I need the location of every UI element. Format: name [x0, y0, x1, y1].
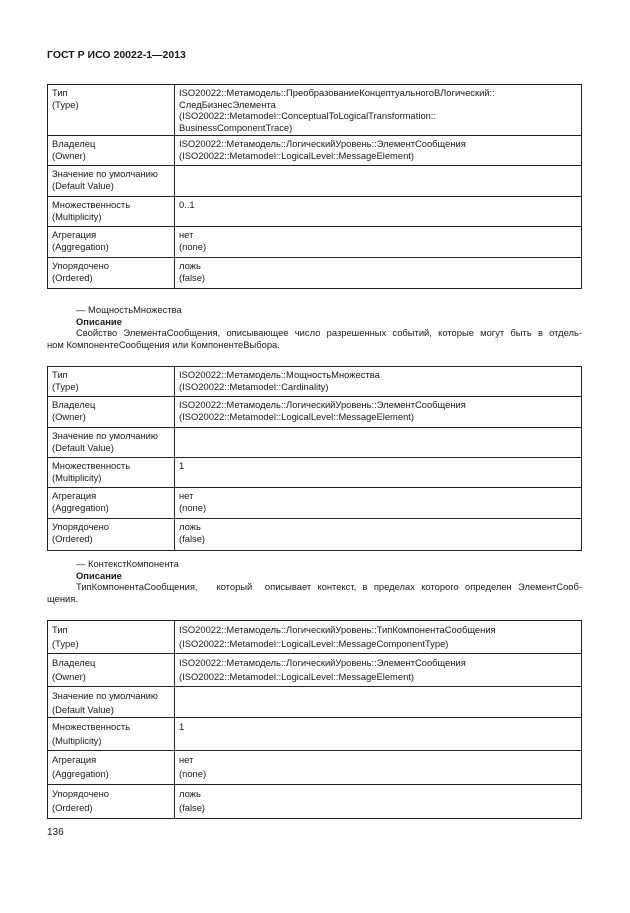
property-value: ложь: [179, 521, 201, 532]
table-row: [48, 621, 582, 654]
property-name-cell: [48, 166, 175, 197]
document-header: ГОСТ Р ИСО 20022-1—2013: [47, 49, 186, 61]
property-name: Тип: [52, 369, 68, 380]
table-row: [48, 397, 582, 428]
property-name: (Ordered): [52, 271, 93, 283]
property-value-cell: [175, 718, 582, 751]
property-name-cell: [48, 136, 175, 166]
property-name: (Ordered): [52, 532, 93, 544]
property-name: Значение по умолчанию: [52, 430, 158, 441]
property-name: Тип: [52, 87, 68, 98]
property-value: BusinessComponentTrace): [179, 121, 293, 133]
property-value: 1: [179, 721, 185, 732]
property-name: Упорядочено: [52, 788, 109, 799]
table-row: [48, 718, 582, 751]
section-text: щения.: [47, 592, 78, 604]
property-name: Множественность: [52, 721, 131, 732]
property-value-cell: [175, 258, 582, 289]
table-row: [48, 488, 582, 519]
property-value-cell: [175, 367, 582, 397]
property-value: (false): [179, 532, 206, 544]
section-component-context: [47, 558, 582, 604]
property-name-cell: [48, 687, 175, 718]
property-value-cell: [175, 458, 582, 488]
property-value: (ISO20022::Metamodel::LogicalLevel::MessageElement): [179, 410, 415, 422]
property-value: (false): [179, 801, 206, 813]
property-name: Множественность: [52, 460, 131, 471]
property-value: (ISO20022::Metamodel::Cardinality): [179, 380, 329, 392]
property-value: ISO20022::Метамодель::ЛогическийУровень::ЭлементСообщения: [179, 399, 466, 410]
property-name-cell: [48, 654, 175, 687]
property-name: (Multiplicity): [52, 734, 102, 746]
property-value: ISO20022::Метамодель::МощностьМножества: [179, 369, 380, 380]
property-name: (Default Value): [52, 179, 114, 191]
table-row: [48, 367, 582, 397]
property-name-cell: [48, 519, 175, 551]
property-value: ложь: [179, 788, 201, 799]
property-value-cell: [175, 85, 582, 136]
section-heading: Описание: [76, 315, 122, 327]
properties-table: [47, 366, 582, 551]
properties-table: [47, 620, 582, 819]
table-row: [48, 519, 582, 551]
table-row: [48, 166, 582, 197]
property-name-cell: [48, 258, 175, 289]
property-name-cell: [48, 367, 175, 397]
table-row: [48, 751, 582, 785]
property-value: 0..1: [179, 199, 195, 210]
table-row: [48, 227, 582, 258]
section-item: — МощностьМножества: [76, 304, 182, 315]
property-name: Агрегация: [52, 229, 97, 240]
property-value: (ISO20022::Metamodel::ConceptualToLogicalTransformation::: [179, 110, 437, 122]
property-name-cell: [48, 751, 175, 785]
property-name-cell: [48, 197, 175, 227]
property-name-cell: [48, 718, 175, 751]
property-name: (Default Value): [52, 703, 114, 715]
property-name: Агрегация: [52, 490, 97, 501]
table-row: [48, 785, 582, 819]
property-name-cell: [48, 458, 175, 488]
property-value: ложь: [179, 260, 201, 271]
property-name: Множественность: [52, 199, 131, 210]
property-name: (Default Value): [52, 441, 114, 453]
property-value: нет: [179, 490, 194, 501]
property-value: нет: [179, 229, 194, 240]
property-name: (Owner): [52, 410, 86, 422]
property-name: (Aggregation): [52, 240, 109, 252]
property-value: (ISO20022::Metamodel::LogicalLevel::MessageElement): [179, 149, 415, 161]
property-value: 1: [179, 460, 185, 471]
property-name: Значение по умолчанию: [52, 168, 158, 179]
property-value-cell: [175, 166, 582, 197]
property-name: (Ordered): [52, 801, 93, 813]
property-value-cell: [175, 136, 582, 166]
property-value-cell: [175, 621, 582, 654]
properties-table: [47, 84, 582, 289]
property-name: (Aggregation): [52, 501, 109, 513]
property-value: (none): [179, 767, 207, 779]
property-name-cell: [48, 488, 175, 519]
property-value: ISO20022::Метамодель::ЛогическийУровень::ТипКомпонентаСообщения: [179, 624, 496, 635]
property-name-cell: [48, 227, 175, 258]
property-value-cell: [175, 428, 582, 458]
property-value-cell: [175, 687, 582, 718]
table-row: [48, 258, 582, 289]
property-name-cell: [48, 785, 175, 819]
property-name: (Aggregation): [52, 767, 109, 779]
section-text: ТипКомпонентаСообщения, который описывает контекст, в пределах которого определен ЭлементСооб-: [76, 581, 582, 593]
property-value: (ISO20022::Metamodel::LogicalLevel::MessageComponentType): [179, 637, 449, 649]
property-value: нет: [179, 754, 194, 765]
property-name: Тип: [52, 624, 68, 635]
property-value: (ISO20022::Metamodel::LogicalLevel::MessageElement): [179, 670, 415, 682]
table-row: [48, 85, 582, 136]
property-name: Владелец: [52, 138, 96, 149]
property-value-cell: [175, 227, 582, 258]
property-value-cell: [175, 519, 582, 551]
property-name: (Owner): [52, 149, 86, 161]
property-name: Владелец: [52, 657, 96, 668]
property-value: (none): [179, 501, 207, 513]
section-text: ном КомпонентеСообщения или КомпонентеВыбора.: [47, 338, 280, 350]
property-name-cell: [48, 85, 175, 136]
property-name: (Multiplicity): [52, 210, 102, 222]
property-value: ISO20022::Метамодель::ЛогическийУровень::ЭлементСообщения: [179, 138, 466, 149]
section-heading: Описание: [76, 569, 122, 581]
table-row: [48, 687, 582, 718]
section-item: — КонтекстКомпонента: [76, 558, 179, 569]
property-value: СледБизнесЭлемента: [179, 98, 276, 110]
property-value-cell: [175, 197, 582, 227]
property-name: Владелец: [52, 399, 96, 410]
property-name: (Owner): [52, 670, 86, 682]
page-number: 136: [47, 827, 64, 838]
property-name-cell: [48, 397, 175, 428]
property-value-cell: [175, 654, 582, 687]
property-value-cell: [175, 397, 582, 428]
table-row: [48, 654, 582, 687]
table-row: [48, 136, 582, 166]
table-row: [48, 428, 582, 458]
property-name: (Type): [52, 380, 79, 392]
property-name: (Type): [52, 637, 79, 649]
property-name: Упорядочено: [52, 260, 109, 271]
property-name: (Type): [52, 98, 79, 110]
property-value: ISO20022::Метамодель::ПреобразованиеКонцептуальногоВЛогический::: [179, 87, 495, 98]
property-name-cell: [48, 428, 175, 458]
property-value: (false): [179, 271, 206, 283]
section-cardinality: [47, 304, 582, 350]
section-text: Свойство ЭлементаСообщения, описывающее число разрешенных событий, которые могут быть в отдель-: [76, 327, 582, 339]
table-row: [48, 458, 582, 488]
table-row: [48, 197, 582, 227]
property-name: Агрегация: [52, 754, 97, 765]
property-value: ISO20022::Метамодель::ЛогическийУровень::ЭлементСообщения: [179, 657, 466, 668]
property-name: (Multiplicity): [52, 471, 102, 483]
property-name: Упорядочено: [52, 521, 109, 532]
property-name-cell: [48, 621, 175, 654]
property-name: Значение по умолчанию: [52, 690, 158, 701]
property-value-cell: [175, 751, 582, 785]
property-value: (none): [179, 240, 207, 252]
property-value-cell: [175, 785, 582, 819]
property-value-cell: [175, 488, 582, 519]
